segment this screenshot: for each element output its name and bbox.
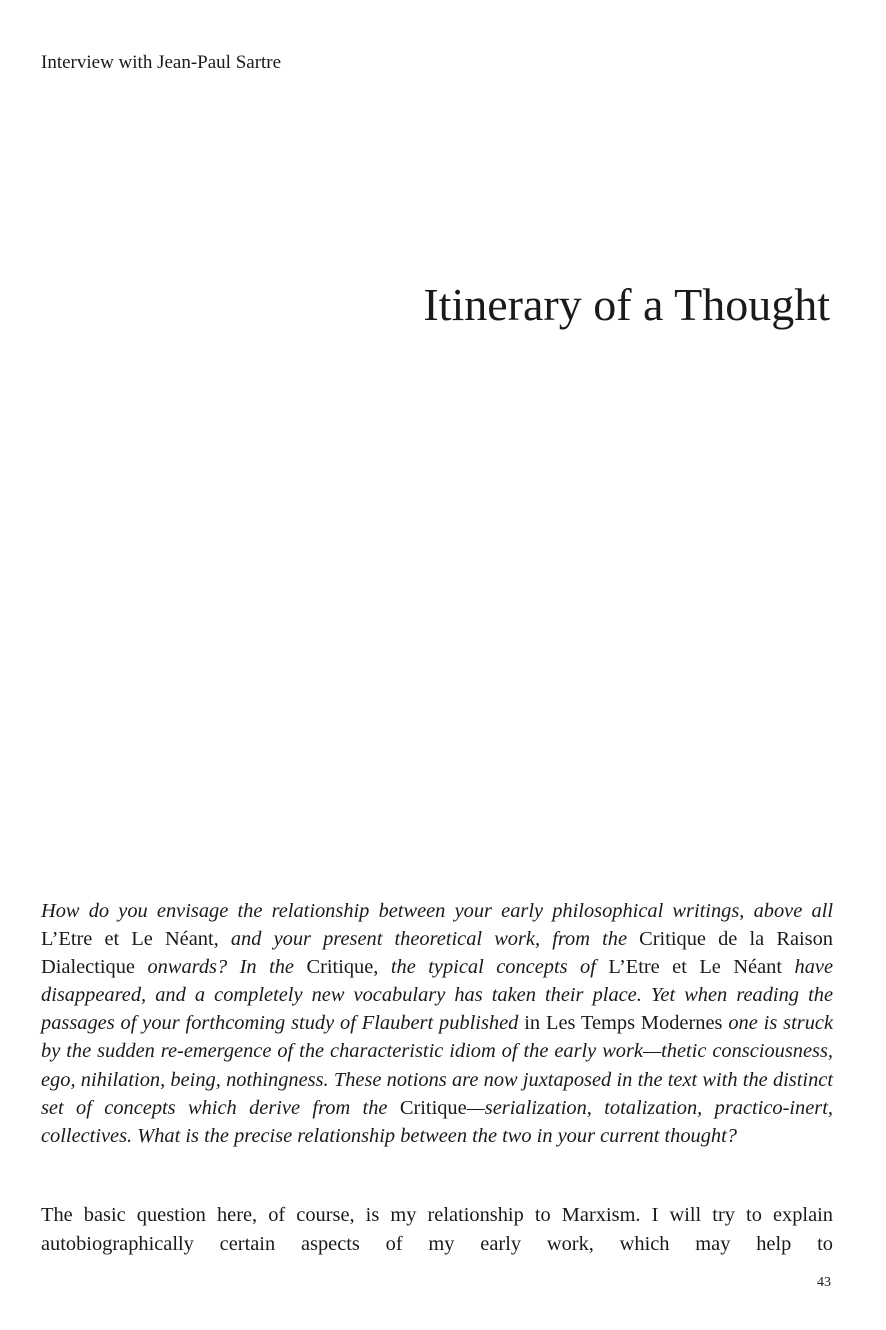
page-number: 43 [817,1275,831,1290]
question-segment: in Les Temps Modernes [524,1012,723,1035]
interview-question [41,897,833,1150]
question-segment: Critique de la Raison Dialectique [41,928,833,979]
question-segment: and your present theoretical work, from the [218,928,640,951]
question-segment: one is struck by the sudden re-emergence of the characteristic idiom of the early work—thetic consciousness, ego, nihilation, being, nothingness. These notions are now juxtaposed in the text with the distinct set of concepts which derive from the [41,1012,833,1119]
chapter-title: Itinerary of a Thought [423,279,830,330]
question-segment: have disappeared, and a completely new vocabulary has taken their place. Yet when reading the passages of your forthcoming study of Flaubert published [41,956,833,1035]
question-segment: the typical concepts of [378,956,609,979]
question-segment: —serialization, totalization, practico-inert, collectives. What is the precise relationship between the two in your current thought? [41,1096,833,1147]
question-segment: L’Etre et Le Néant [608,956,783,979]
question-segment: How do you envisage the relationship between your early philosophical writings, above all [41,900,833,922]
running-head: Interview with Jean-Paul Sartre [41,52,282,73]
question-segment: L’Etre et Le Néant, [41,928,219,951]
question-segment: onwards? In the [134,956,307,979]
question-segment: Critique [399,1096,467,1119]
question-segment: Critique, [306,956,379,979]
interview-answer: The basic question here, of course, is my relationship to Marxism. I will try to explain autobiographically certain aspects of my early work, which may help to [41,1204,833,1255]
